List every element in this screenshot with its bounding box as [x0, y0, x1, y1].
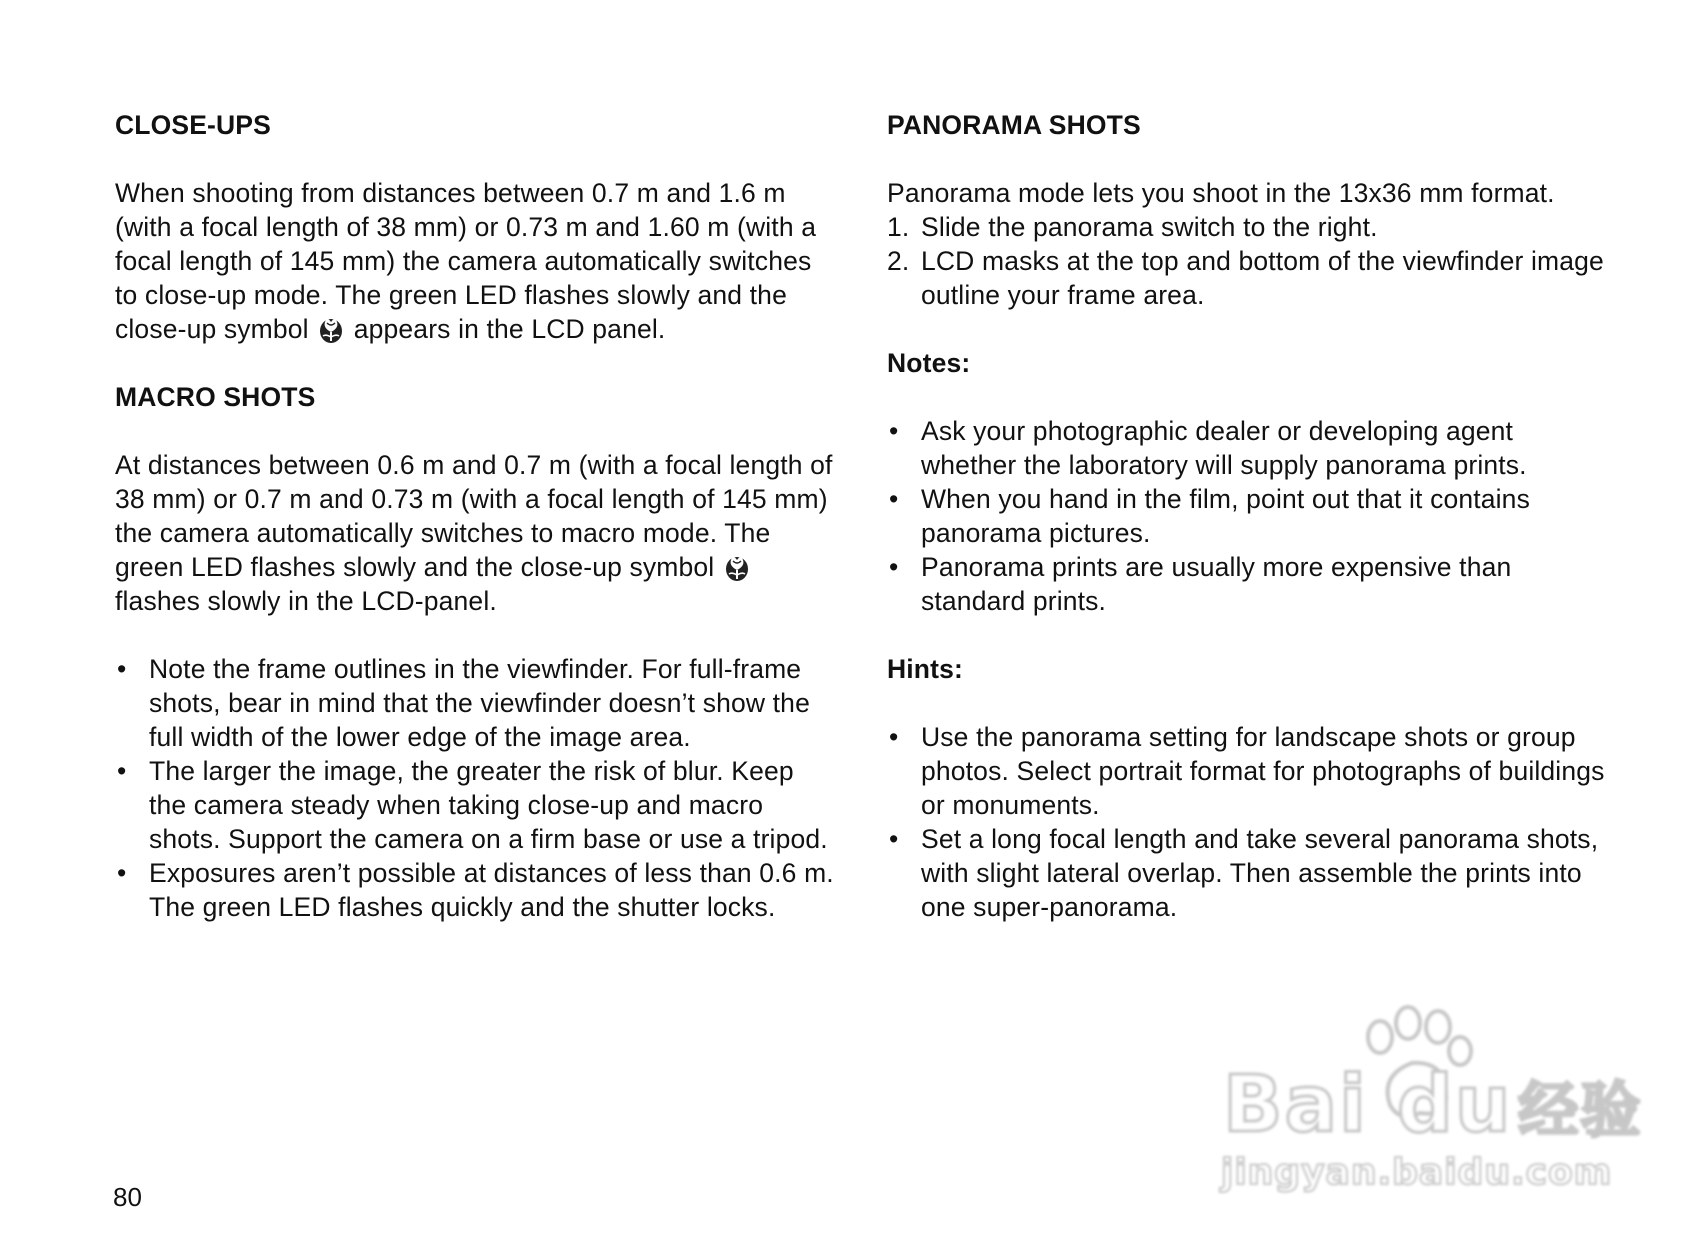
panorama-steps: [887, 210, 1607, 312]
flower-macro-icon: [724, 552, 750, 582]
baidu-watermark: [1215, 1005, 1643, 1200]
watermark-brand-text: Bai du: [1223, 1060, 1513, 1150]
notes-heading: Notes:: [887, 348, 971, 378]
right-column: [887, 108, 1607, 924]
step-text: LCD masks at the top and bottom of the viewfinder image outline your frame area.: [921, 246, 1604, 310]
list-item: [887, 720, 1607, 822]
macro-text-part1: At distances between 0.6 m and 0.7 m (with a focal length of 38 mm) or 0.7 m and 0.73 m (with a focal length of 145 mm) the camera automatically switches to macro mode. The green LED flashes slowly and the close-up symbol: [115, 450, 833, 582]
hints-heading: Hints:: [887, 654, 963, 684]
bullet-marker: •: [889, 824, 899, 854]
list-item-text: Note the frame outlines in the viewfinder. For full-frame shots, bear in mind that the viewfinder doesn’t show the full width of the lower edge of the image area.: [149, 654, 810, 752]
hints-list: [887, 720, 1607, 924]
list-item: [887, 244, 1607, 312]
panorama-heading: PANORAMA SHOTS: [887, 110, 1141, 140]
closeups-heading: CLOSE-UPS: [115, 110, 271, 140]
list-item: [887, 822, 1607, 924]
macro-text-part2: flashes slowly in the LCD-panel.: [115, 586, 497, 616]
list-item: [115, 652, 835, 754]
watermark-brand-cjk: 经验: [1518, 1076, 1643, 1146]
panorama-intro: Panorama mode lets you shoot in the 13x36 mm format.: [887, 178, 1555, 208]
bullet-marker: •: [117, 858, 127, 888]
list-item-text: When you hand in the film, point out that it contains panorama pictures.: [921, 484, 1530, 548]
closeups-text-part2: appears in the LCD panel.: [353, 314, 666, 344]
step-text: Slide the panorama switch to the right.: [921, 212, 1378, 242]
bullet-marker: •: [117, 756, 127, 786]
list-item: [887, 210, 1607, 244]
step-number: 1.: [887, 212, 910, 242]
list-item: [115, 754, 835, 856]
notes-list: [887, 414, 1607, 618]
macro-bullet-list: [115, 652, 835, 924]
flower-macro-icon: [318, 314, 344, 344]
macro-paragraph: [115, 448, 835, 618]
list-item-text: Ask your photographic dealer or developing agent whether the laboratory will supply panorama prints.: [921, 416, 1527, 480]
list-item-text: Exposures aren’t possible at distances of less than 0.6 m. The green LED flashes quickly and the shutter locks.: [149, 858, 834, 922]
bullet-marker: •: [117, 654, 127, 684]
watermark-brand: [1223, 1060, 1643, 1151]
watermark-url: jingyan.baidu.com: [1221, 1152, 1613, 1193]
list-item: [887, 414, 1607, 482]
page-number: 80: [113, 1182, 142, 1212]
bullet-marker: •: [889, 722, 899, 752]
list-item-text: Use the panorama setting for landscape shots or group photos. Select portrait format for photographs of buildings or monuments.: [921, 722, 1605, 820]
bullet-marker: •: [889, 552, 899, 582]
step-number: 2.: [887, 246, 910, 276]
bullet-marker: •: [889, 484, 899, 514]
closeups-text-part1: When shooting from distances between 0.7 m and 1.6 m (with a focal length of 38 mm) or 0.73 m and 1.60 m (with a focal length of 145 mm) the camera automatically switches to close-up mode. The green LED flashes slowly and the close-up symbol: [115, 178, 817, 344]
left-column: [115, 108, 835, 924]
list-item-text: The larger the image, the greater the risk of blur. Keep the camera steady when taking close-up and macro shots. Support the camera on a firm base or use a tripod.: [149, 756, 828, 854]
list-item: [887, 482, 1607, 550]
list-item-text: Panorama prints are usually more expensive than standard prints.: [921, 552, 1512, 616]
closeups-paragraph: [115, 176, 835, 346]
macro-heading: MACRO SHOTS: [115, 382, 316, 412]
list-item-text: Set a long focal length and take several panorama shots, with slight lateral overlap. Then assemble the prints into one super-panorama.: [921, 824, 1599, 922]
list-item: [887, 550, 1607, 618]
bullet-marker: •: [889, 416, 899, 446]
list-item: [115, 856, 835, 924]
